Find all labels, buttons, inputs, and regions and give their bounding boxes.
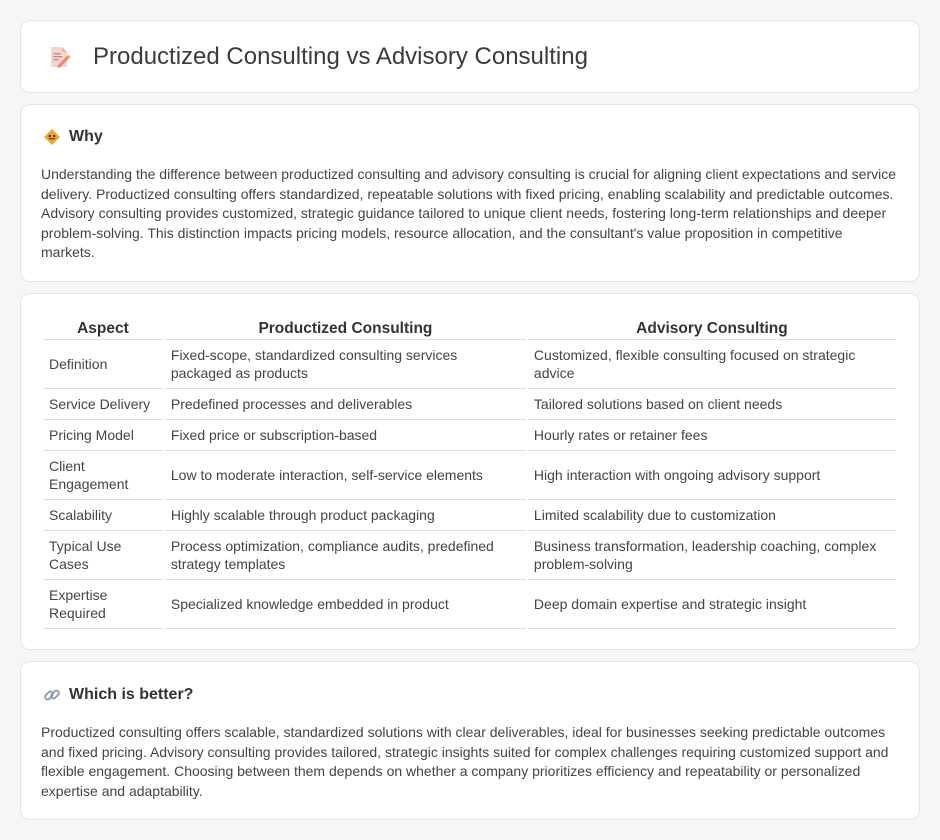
table-row xyxy=(43,531,896,580)
table-row xyxy=(43,580,896,629)
table-header-row xyxy=(43,312,896,340)
cell-advisory: Hourly rates or retainer fees xyxy=(528,420,896,451)
cell-aspect: Client Engagement xyxy=(43,451,163,500)
cell-productized: Highly scalable through product packaging xyxy=(165,500,526,531)
cell-advisory: Business transformation, leadership coaching, complex problem-solving xyxy=(528,531,896,580)
cell-aspect: Typical Use Cases xyxy=(43,531,163,580)
header-productized: Productized Consulting xyxy=(165,312,526,340)
cell-advisory: Customized, flexible consulting focused on strategic advice xyxy=(528,340,896,389)
table-row xyxy=(43,420,896,451)
comparison-table-card xyxy=(20,293,920,650)
better-text: Productized consulting offers scalable, standardized solutions with clear deliverables, ideal for businesses seeking predictable outcomes and fixed pricing. Advisory consulting provides tailored, strategic insights suited for complex challenges requiring customized support and flexible engagement. Choosing between them depends on whether a company prioritizes efficiency and repeatability or personalized expertise and adaptability. xyxy=(41,724,889,799)
cell-productized: Fixed price or subscription-based xyxy=(165,420,526,451)
cell-aspect: Service Delivery xyxy=(43,389,163,420)
table-row xyxy=(43,500,896,531)
header-aspect: Aspect xyxy=(43,312,163,340)
cell-productized: Fixed-scope, standardized consulting services packaged as products xyxy=(165,340,526,389)
cell-aspect: Scalability xyxy=(43,500,163,531)
document-pencil-icon xyxy=(47,45,71,69)
cell-aspect: Expertise Required xyxy=(43,580,163,629)
cell-productized: Predefined processes and deliverables xyxy=(165,389,526,420)
cell-productized: Low to moderate interaction, self-service elements xyxy=(165,451,526,500)
why-section xyxy=(20,104,920,282)
table-row xyxy=(43,389,896,420)
cell-advisory: Limited scalability due to customization xyxy=(528,500,896,531)
table-row xyxy=(43,340,896,389)
header-card xyxy=(20,20,920,93)
cell-advisory: High interaction with ongoing advisory support xyxy=(528,451,896,500)
which-is-better-section xyxy=(20,661,920,820)
cell-productized: Process optimization, compliance audits, predefined strategy templates xyxy=(165,531,526,580)
cell-aspect: Pricing Model xyxy=(43,420,163,451)
better-title: Which is better? xyxy=(69,686,194,703)
table-row xyxy=(43,451,896,500)
header-advisory: Advisory Consulting xyxy=(528,312,896,340)
why-text: Understanding the difference between productized consulting and advisory consulting is crucial for aligning client expectations and service delivery. Productized consulting offers standardized, repeatable solutions with fixed pricing, enabling scalability and predictable outcomes. Advisory consulting provides customized, strategic guidance tailored to unique client needs, fostering long-term relationships and deeper problem-solving. This distinction impacts pricing models, resource allocation, and the consultant's value proposition in competitive markets. xyxy=(41,166,897,261)
cell-advisory: Tailored solutions based on client needs xyxy=(528,389,896,420)
why-heading xyxy=(41,127,899,147)
better-heading xyxy=(41,685,899,705)
cell-productized: Specialized knowledge embedded in product xyxy=(165,580,526,629)
diamond-sign-icon xyxy=(43,128,61,146)
comparison-table xyxy=(41,312,898,629)
page-title: Productized Consulting vs Advisory Consulting xyxy=(93,42,588,70)
cell-aspect: Definition xyxy=(43,340,163,389)
why-title: Why xyxy=(69,128,103,145)
link-icon xyxy=(43,686,61,704)
cell-advisory: Deep domain expertise and strategic insight xyxy=(528,580,896,629)
